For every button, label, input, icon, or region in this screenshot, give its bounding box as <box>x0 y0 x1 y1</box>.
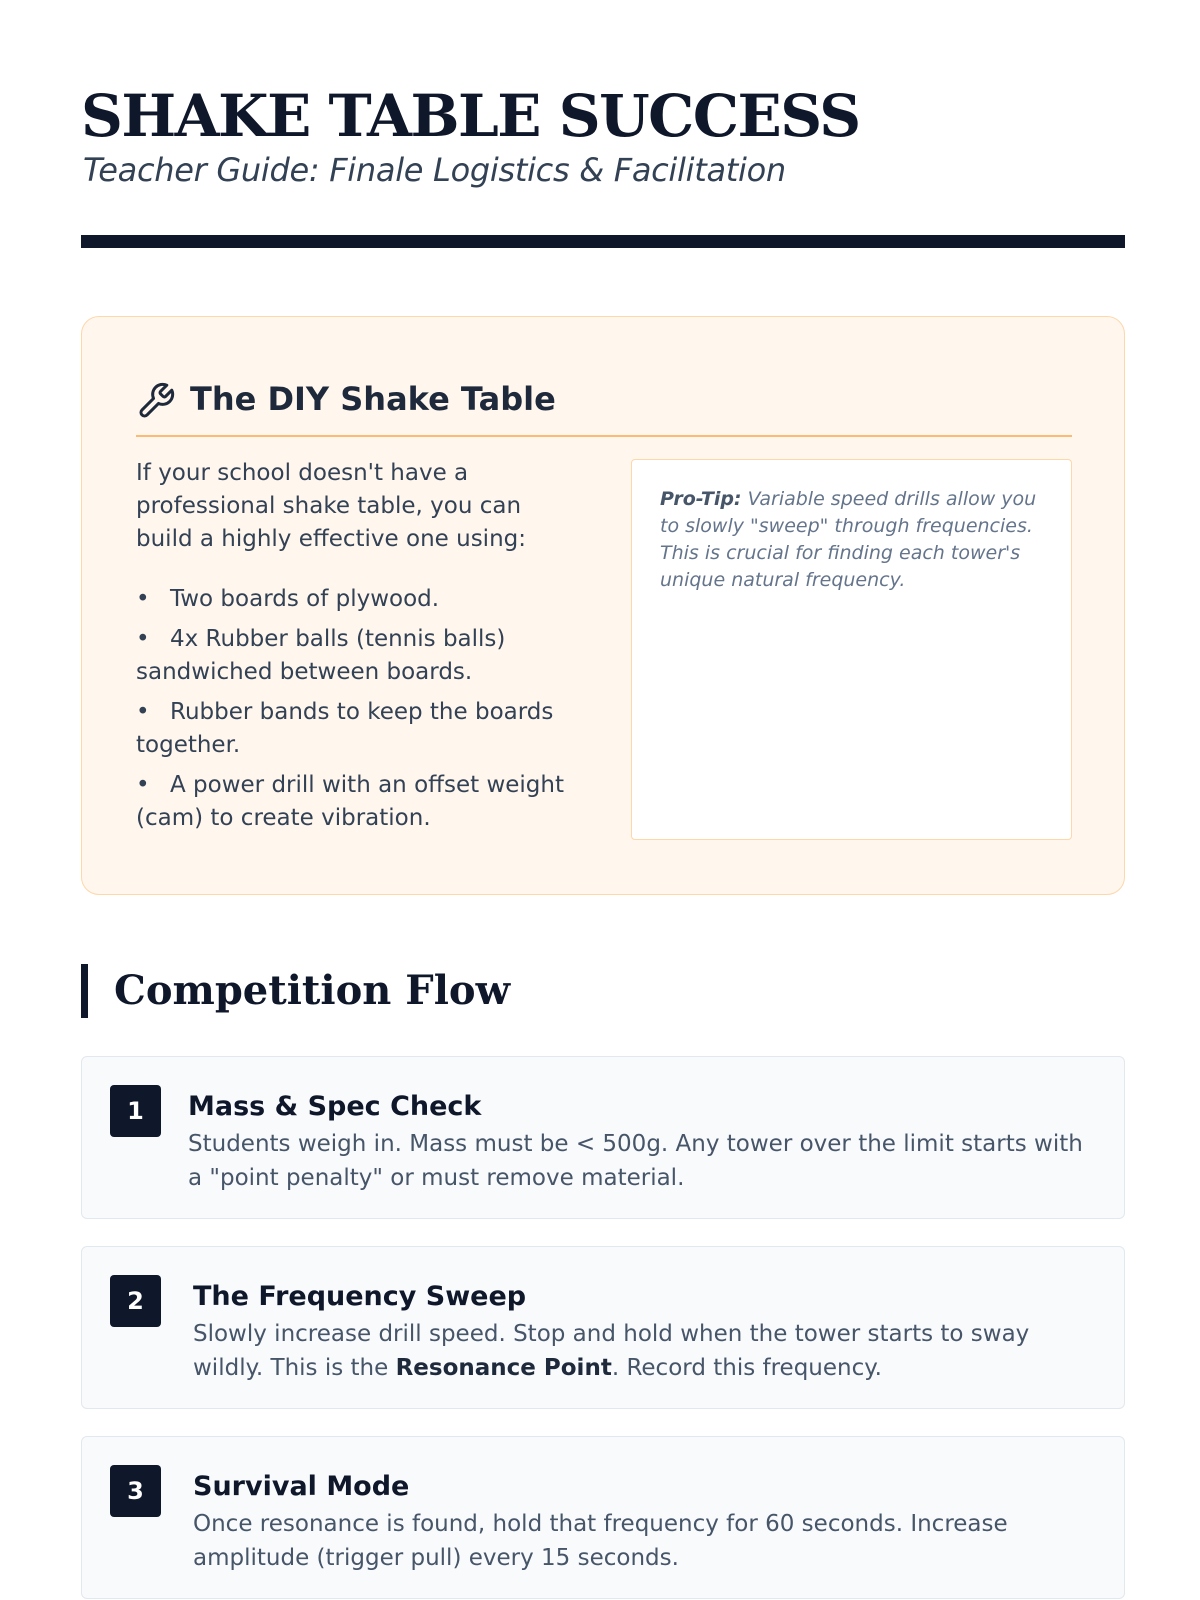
step-description-text: Slowly increase drill speed. Stop and hold when the tower starts to sway wildly. This is the <box>193 1321 1030 1381</box>
pro-tip-body: Variable speed drills allow you to slowly "sweep" through frequencies. This is crucial for finding each tower's unique natural frequency. <box>660 488 1037 591</box>
diy-shake-table-panel <box>81 316 1125 895</box>
step-description: Once resonance is found, hold that frequency for 60 seconds. Increase amplitude (trigger pull) every 15 seconds. <box>193 1511 1008 1571</box>
list-item: • 4x Rubber balls (tennis balls) sandwiched between boards. <box>136 623 576 689</box>
pro-tip-text <box>660 486 1040 594</box>
pro-tip-box <box>631 459 1072 840</box>
wrench-icon <box>136 381 176 421</box>
step-card <box>81 1056 1125 1219</box>
step-card <box>81 1246 1125 1409</box>
diy-panel-header <box>136 373 1072 437</box>
step-title: The Frequency Sweep <box>193 1281 527 1312</box>
competition-flow-heading: Competition Flow <box>81 964 510 1018</box>
step-title: Mass & Spec Check <box>188 1091 482 1122</box>
resonance-point-term: Resonance Point <box>395 1355 612 1381</box>
materials-list <box>136 583 576 835</box>
pro-tip-label: Pro-Tip: <box>660 488 742 510</box>
page-title: SHAKE TABLE SUCCESS <box>81 82 860 150</box>
diy-panel-title: The DIY Shake Table <box>190 380 556 418</box>
step-number-badge: 3 <box>110 1465 161 1517</box>
list-item: • Two boards of plywood. <box>136 583 576 616</box>
step-description: Students weigh in. Mass must be < 500g. Any tower over the limit starts with a "point penalty" or must remove material. <box>188 1131 1083 1191</box>
list-item: • Rubber bands to keep the boards together. <box>136 696 576 762</box>
step-number-badge: 1 <box>110 1085 161 1137</box>
header-divider <box>81 235 1125 248</box>
diy-materials <box>136 457 576 842</box>
step-body <box>193 1279 1094 1385</box>
step-description <box>193 1317 1094 1385</box>
list-item: • A power drill with an offset weight (cam) to create vibration. <box>136 769 576 835</box>
step-body <box>193 1469 1094 1575</box>
page-subtitle: Teacher Guide: Finale Logistics & Facilitation <box>83 151 786 189</box>
step-card <box>81 1436 1125 1599</box>
step-body <box>188 1089 1094 1195</box>
diy-intro-text: If your school doesn't have a professional shake table, you can build a highly effective one using: <box>136 460 526 552</box>
step-number-badge: 2 <box>110 1275 161 1327</box>
step-title: Survival Mode <box>193 1471 410 1502</box>
step-description-text: . Record this frequency. <box>611 1355 882 1381</box>
